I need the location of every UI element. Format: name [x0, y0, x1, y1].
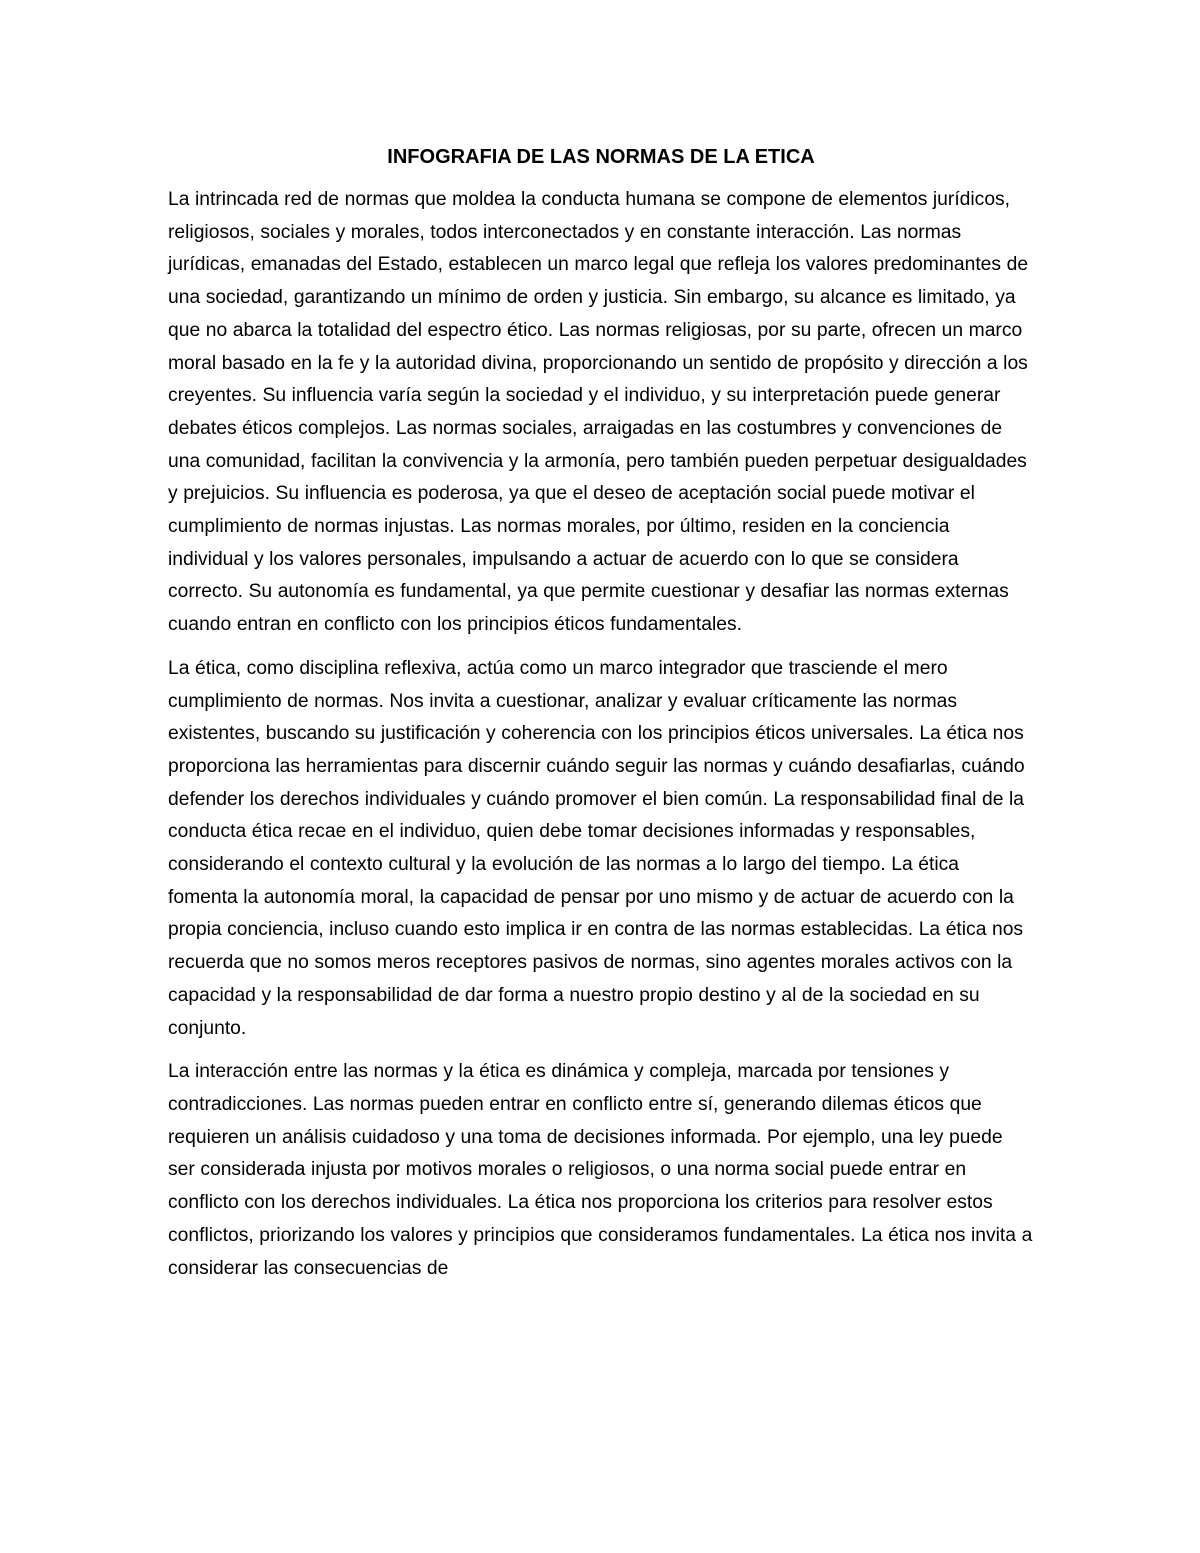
paragraph-interaction: La interacción entre las normas y la ética es dinámica y compleja, marcada por tensiones y contradicciones. Las normas pueden entrar en conflicto entre sí, generando dilemas éticos que requieren un análisis cuidadoso y una toma de decisiones informada. Por ejemplo, una ley puede ser considerada injusta por motivos morales o religiosos, o una norma social puede entrar en conflicto con los derechos individuales. La ética nos proporciona los criterios para resolver estos conflictos, priorizando los valores y principios que consideramos fundamentales. La ética nos invita a considerar las consecuencias de: [168, 1061, 1033, 1279]
document-body: [168, 143, 1034, 1296]
paragraph-ethics: La ética, como disciplina reflexiva, actúa como un marco integrador que trasciende el mero cumplimiento de normas. Nos invita a cuestionar, analizar y evaluar críticamente las normas existentes, buscando su justificación y coherencia con los principios éticos universales. La ética nos proporciona las herramientas para discernir cuándo seguir las normas y cuándo desafiarlas, cuándo defender los derechos individuales y cuándo promover el bien común. La responsabilidad final de la conducta ética recae en el individuo, quien debe tomar decisiones informadas y responsables, considerando el contexto cultural y la evolución de las normas a lo largo del tiempo. La ética fomenta la autonomía moral, la capacidad de pensar por uno mismo y de actuar de acuerdo con la propia conciencia, incluso cuando esto implica ir en contra de las normas establecidas. La ética nos recuerda que no somos meros receptores pasivos de normas, sino agentes morales activos con la capacidad y la responsabilidad de dar forma a nuestro propio destino y al de la sociedad en su conjunto.: [168, 657, 1025, 1039]
document-title: INFOGRAFIA DE LAS NORMAS DE LA ETICA: [387, 146, 815, 168]
paragraph-norms: La intrincada red de normas que moldea la conducta humana se compone de elementos jurídicos, religiosos, sociales y morales, todos interconectados y en constante interacción. Las normas jurídicas, emanadas del Estado, establecen un marco legal que refleja los valores predominantes de una sociedad, garantizando un mínimo de orden y justicia. Sin embargo, su alcance es limitado, ya que no abarca la totalidad del espectro ético. Las normas religiosas, por su parte, ofrecen un marco moral basado en la fe y la autoridad divina, proporcionando un sentido de propósito y dirección a los creyentes. Su influencia varía según la sociedad y el individuo, y su interpretación puede generar debates éticos complejos. Las normas sociales, arraigadas en las costumbres y convenciones de una comunidad, facilitan la convivencia y la armonía, pero también pueden perpetuar desigualdades y prejuicios. Su influencia es poderosa, ya que el deseo de aceptación social puede motivar el cumplimiento de normas injustas. Las normas morales, por último, residen en la conciencia individual y los valores personales, impulsando a actuar de acuerdo con lo que se considera correcto. Su autonomía es fundamental, ya que permite cuestionar y desafiar las normas externas cuando entran en conflicto con los principios éticos fundamentales.: [168, 189, 1029, 636]
